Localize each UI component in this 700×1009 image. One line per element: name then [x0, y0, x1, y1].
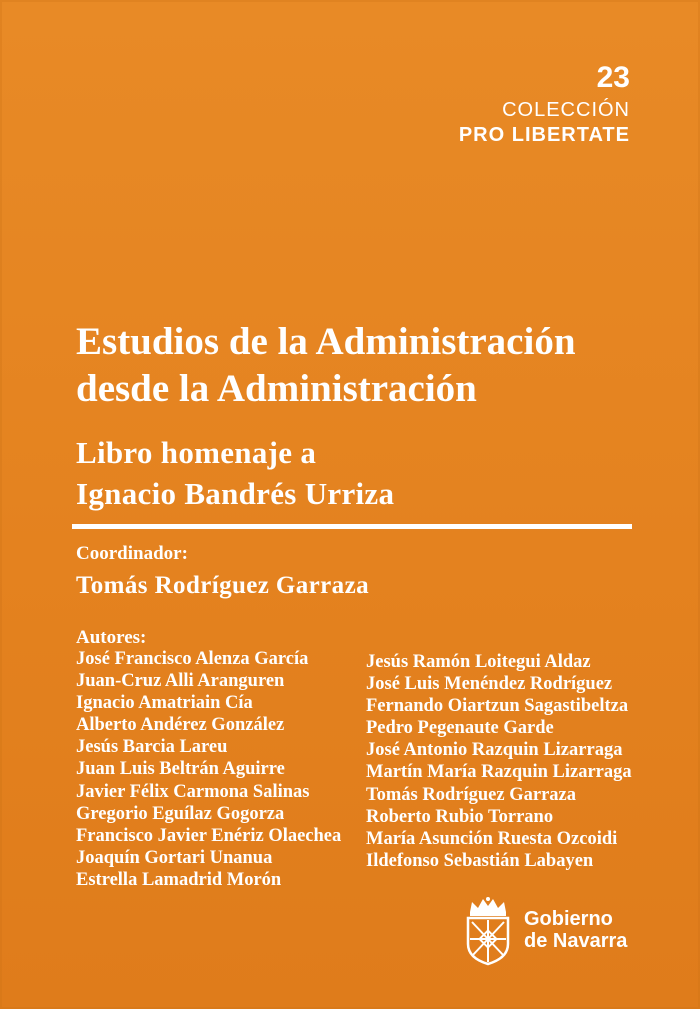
coordinator-label: Coordinador:	[76, 543, 188, 564]
collection-label: COLECCIÓN	[502, 98, 630, 121]
coat-of-arms-icon	[462, 896, 514, 966]
authors-label: Autores:	[76, 627, 147, 648]
author-item: Juan-Cruz Alli Aranguren	[76, 671, 285, 692]
author-item: Jesús Ramón Loitegui Aldaz	[366, 652, 591, 672]
author-item: Martín María Razquin Lizarraga	[366, 762, 632, 783]
publisher-logo	[462, 896, 642, 966]
subtitle-line-1: Libro homenaje a	[76, 435, 317, 470]
authors-list-right	[366, 651, 632, 872]
divider-rule	[72, 524, 632, 529]
author-item: José Luis Menéndez Rodríguez	[366, 674, 613, 695]
author-item: Gregorio Eguílaz Gogorza	[76, 803, 285, 824]
book-subtitle	[76, 432, 636, 514]
author-item: Pedro Pegenaute Garde	[366, 718, 554, 739]
author-item: Javier Félix Carmona Salinas	[76, 781, 310, 802]
author-item: Juan Luis Beltrán Aguirre	[76, 759, 285, 780]
publisher-line-1: Gobierno	[524, 908, 613, 930]
subtitle-line-2: Ignacio Bandrés Urriza	[76, 476, 395, 511]
publisher-name	[524, 908, 627, 952]
author-item: Alberto Andérez González	[76, 715, 285, 736]
author-item: José Francisco Alenza García	[76, 649, 309, 669]
author-item: Fernando Oiartzun Sagastibeltza	[366, 696, 629, 717]
collection-name: PRO LIBERTATE	[458, 123, 630, 146]
publisher-line-2: de Navarra	[524, 930, 628, 952]
title-line-1: Estudios de la Administración	[76, 320, 576, 363]
coordinator-name: Tomás Rodríguez Garraza	[76, 572, 369, 599]
title-line-2: desde la Administración	[76, 367, 477, 410]
author-item: María Asunción Ruesta Ozcoidi	[366, 828, 618, 849]
book-title	[76, 318, 656, 412]
author-item: Joaquín Gortari Unanua	[76, 847, 273, 868]
author-item: José Antonio Razquin Lizarraga	[366, 740, 623, 761]
author-item: Estrella Lamadrid Morón	[76, 869, 282, 890]
author-item: Tomás Rodríguez Garraza	[366, 784, 576, 805]
author-item: Jesús Barcia Lareu	[76, 737, 228, 758]
author-item: Ildefonso Sebastián Labayen	[366, 850, 594, 871]
collection-number: 23	[596, 61, 630, 94]
author-item: Francisco Javier Enériz Olaechea	[76, 825, 342, 846]
author-item: Roberto Rubio Torrano	[366, 806, 554, 827]
author-item: Ignacio Amatriain Cía	[76, 693, 253, 714]
collection-block	[459, 62, 630, 146]
authors-list-left	[76, 648, 341, 891]
